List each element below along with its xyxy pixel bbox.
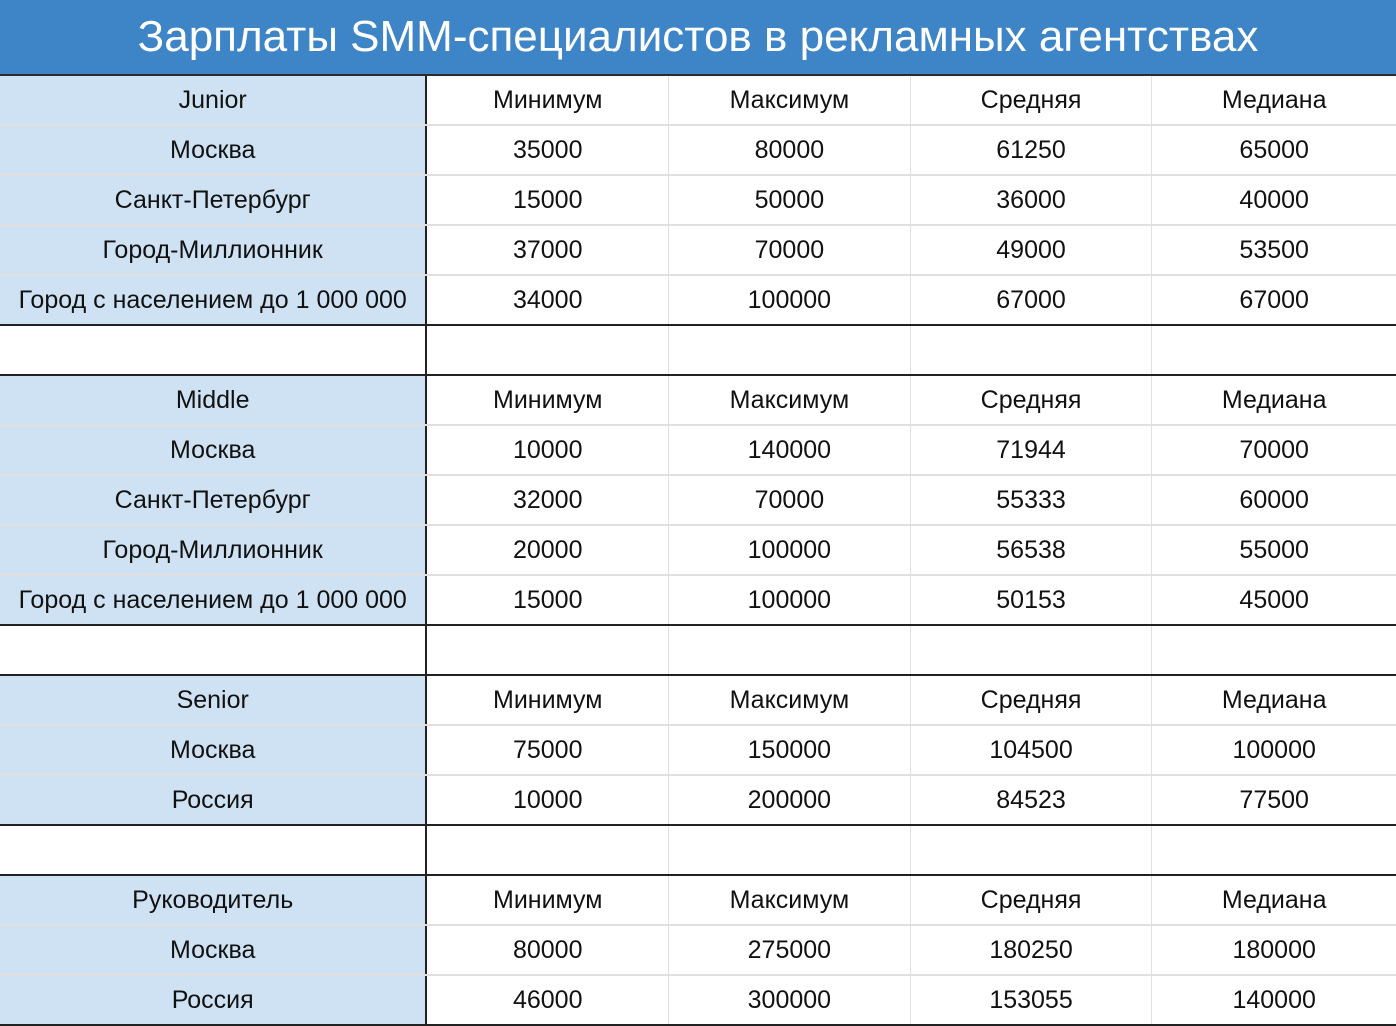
column-header[interactable]: Минимум <box>427 676 669 724</box>
table-row <box>0 776 1396 826</box>
value-cell[interactable]: 100000 <box>669 276 911 324</box>
region-cell[interactable]: Санкт-Петербург <box>0 176 427 224</box>
value-cell[interactable]: 104500 <box>911 726 1153 774</box>
value-cell[interactable]: 10000 <box>427 776 669 824</box>
region-cell[interactable]: Город-Миллионник <box>0 526 427 574</box>
level-header-row <box>0 876 1396 926</box>
value-cell[interactable]: 15000 <box>427 176 669 224</box>
value-cell[interactable]: 55333 <box>911 476 1153 524</box>
value-cell[interactable]: 100000 <box>669 576 911 624</box>
value-cell[interactable]: 10000 <box>427 426 669 474</box>
value-cell[interactable]: 75000 <box>427 726 669 774</box>
value-cell[interactable]: 140000 <box>669 426 911 474</box>
value-cell[interactable]: 55000 <box>1239 536 1309 564</box>
empty-cell[interactable] <box>1152 326 1396 374</box>
column-header[interactable]: Минимум <box>427 76 669 124</box>
value-cell[interactable]: 100000 <box>1232 736 1316 764</box>
column-header[interactable]: Максимум <box>669 376 911 424</box>
region-cell[interactable]: Город с населением до 1 000 000 <box>0 576 427 624</box>
empty-cell[interactable] <box>0 826 427 874</box>
value-cell[interactable]: 20000 <box>427 526 669 574</box>
region-cell[interactable]: Город с населением до 1 000 000 <box>0 276 427 324</box>
column-header[interactable]: Максимум <box>669 676 911 724</box>
empty-cell[interactable] <box>427 826 669 874</box>
value-cell[interactable]: 180000 <box>1232 936 1316 964</box>
empty-cell[interactable] <box>911 326 1153 374</box>
empty-cell[interactable] <box>0 626 427 674</box>
table-row <box>0 126 1396 176</box>
value-cell[interactable]: 37000 <box>427 226 669 274</box>
empty-cell[interactable] <box>0 326 427 374</box>
level-label[interactable]: Middle <box>0 376 427 424</box>
value-cell[interactable]: 80000 <box>669 126 911 174</box>
value-cell[interactable]: 36000 <box>911 176 1153 224</box>
column-header[interactable]: Медиана <box>1221 886 1327 914</box>
value-cell[interactable]: 49000 <box>911 226 1153 274</box>
column-header[interactable]: Максимум <box>669 876 911 924</box>
empty-cell[interactable] <box>669 626 911 674</box>
table-row <box>0 226 1396 276</box>
level-header-row <box>0 376 1396 426</box>
value-cell[interactable]: 32000 <box>427 476 669 524</box>
value-cell[interactable]: 275000 <box>669 926 911 974</box>
value-cell[interactable]: 67000 <box>1239 286 1309 314</box>
value-cell[interactable]: 45000 <box>1239 586 1309 614</box>
table-row <box>0 176 1396 226</box>
empty-cell[interactable] <box>911 626 1153 674</box>
value-cell[interactable]: 50153 <box>911 576 1153 624</box>
value-cell[interactable]: 84523 <box>911 776 1153 824</box>
level-label[interactable]: Senior <box>0 676 427 724</box>
column-header[interactable]: Максимум <box>669 76 911 124</box>
level-label[interactable]: Junior <box>0 76 427 124</box>
column-header[interactable]: Минимум <box>427 876 669 924</box>
column-header[interactable]: Медиана <box>1221 86 1327 114</box>
column-header[interactable]: Минимум <box>427 376 669 424</box>
value-cell[interactable]: 70000 <box>1239 436 1309 464</box>
value-cell[interactable]: 46000 <box>427 976 669 1024</box>
empty-cell[interactable] <box>1152 626 1396 674</box>
table-row <box>0 926 1396 976</box>
region-cell[interactable]: Санкт-Петербург <box>0 476 427 524</box>
level-header-row <box>0 76 1396 126</box>
empty-cell[interactable] <box>669 326 911 374</box>
region-cell[interactable]: Россия <box>0 976 427 1024</box>
column-header[interactable]: Медиана <box>1221 386 1327 414</box>
value-cell[interactable]: 80000 <box>427 926 669 974</box>
value-cell[interactable]: 35000 <box>427 126 669 174</box>
value-cell[interactable]: 65000 <box>1239 136 1309 164</box>
value-cell[interactable]: 56538 <box>911 526 1153 574</box>
table-row <box>0 576 1396 626</box>
table-row <box>0 476 1396 526</box>
value-cell[interactable]: 200000 <box>669 776 911 824</box>
value-cell[interactable]: 61250 <box>911 126 1153 174</box>
region-cell[interactable]: Москва <box>0 926 427 974</box>
empty-cell[interactable] <box>427 326 669 374</box>
empty-row <box>0 326 1396 376</box>
region-cell[interactable]: Москва <box>0 126 427 174</box>
column-header[interactable]: Средняя <box>911 376 1153 424</box>
column-header[interactable]: Средняя <box>911 76 1153 124</box>
table-row <box>0 426 1396 476</box>
table-row <box>0 526 1396 576</box>
table-row <box>0 276 1396 326</box>
value-cell[interactable]: 15000 <box>427 576 669 624</box>
value-cell[interactable]: 70000 <box>669 476 911 524</box>
level-header-row <box>0 676 1396 726</box>
empty-cell[interactable] <box>669 826 911 874</box>
empty-cell[interactable] <box>1152 826 1396 874</box>
table-row <box>0 726 1396 776</box>
value-cell[interactable]: 71944 <box>911 426 1153 474</box>
value-cell[interactable]: 50000 <box>669 176 911 224</box>
value-cell[interactable]: 70000 <box>669 226 911 274</box>
value-cell[interactable]: 300000 <box>669 976 911 1024</box>
table-row <box>0 976 1396 1026</box>
value-cell[interactable]: 150000 <box>669 726 911 774</box>
region-cell[interactable]: Москва <box>0 426 427 474</box>
value-cell[interactable]: 180250 <box>911 926 1153 974</box>
level-label[interactable]: Руководитель <box>0 876 427 924</box>
value-cell[interactable]: 60000 <box>1239 486 1309 514</box>
value-cell[interactable]: 153055 <box>911 976 1153 1024</box>
value-cell[interactable]: 53500 <box>1239 236 1309 264</box>
sheet-title: Зарплаты SMM-специалистов в рекламных агентствах <box>0 0 1396 76</box>
empty-cell[interactable] <box>911 826 1153 874</box>
column-header[interactable]: Медиана <box>1221 686 1327 714</box>
value-cell[interactable]: 140000 <box>1232 986 1316 1014</box>
empty-row <box>0 626 1396 676</box>
value-cell[interactable]: 34000 <box>427 276 669 324</box>
column-header[interactable]: Средняя <box>911 876 1153 924</box>
region-cell[interactable]: Москва <box>0 726 427 774</box>
empty-row <box>0 826 1396 876</box>
column-header[interactable]: Средняя <box>911 676 1153 724</box>
empty-cell[interactable] <box>427 626 669 674</box>
value-cell[interactable]: 67000 <box>911 276 1153 324</box>
value-cell[interactable]: 40000 <box>1239 186 1309 214</box>
value-cell[interactable]: 77500 <box>1239 786 1309 814</box>
salary-table <box>0 76 1396 1026</box>
value-cell[interactable]: 100000 <box>669 526 911 574</box>
region-cell[interactable]: Россия <box>0 776 427 824</box>
region-cell[interactable]: Город-Миллионник <box>0 226 427 274</box>
